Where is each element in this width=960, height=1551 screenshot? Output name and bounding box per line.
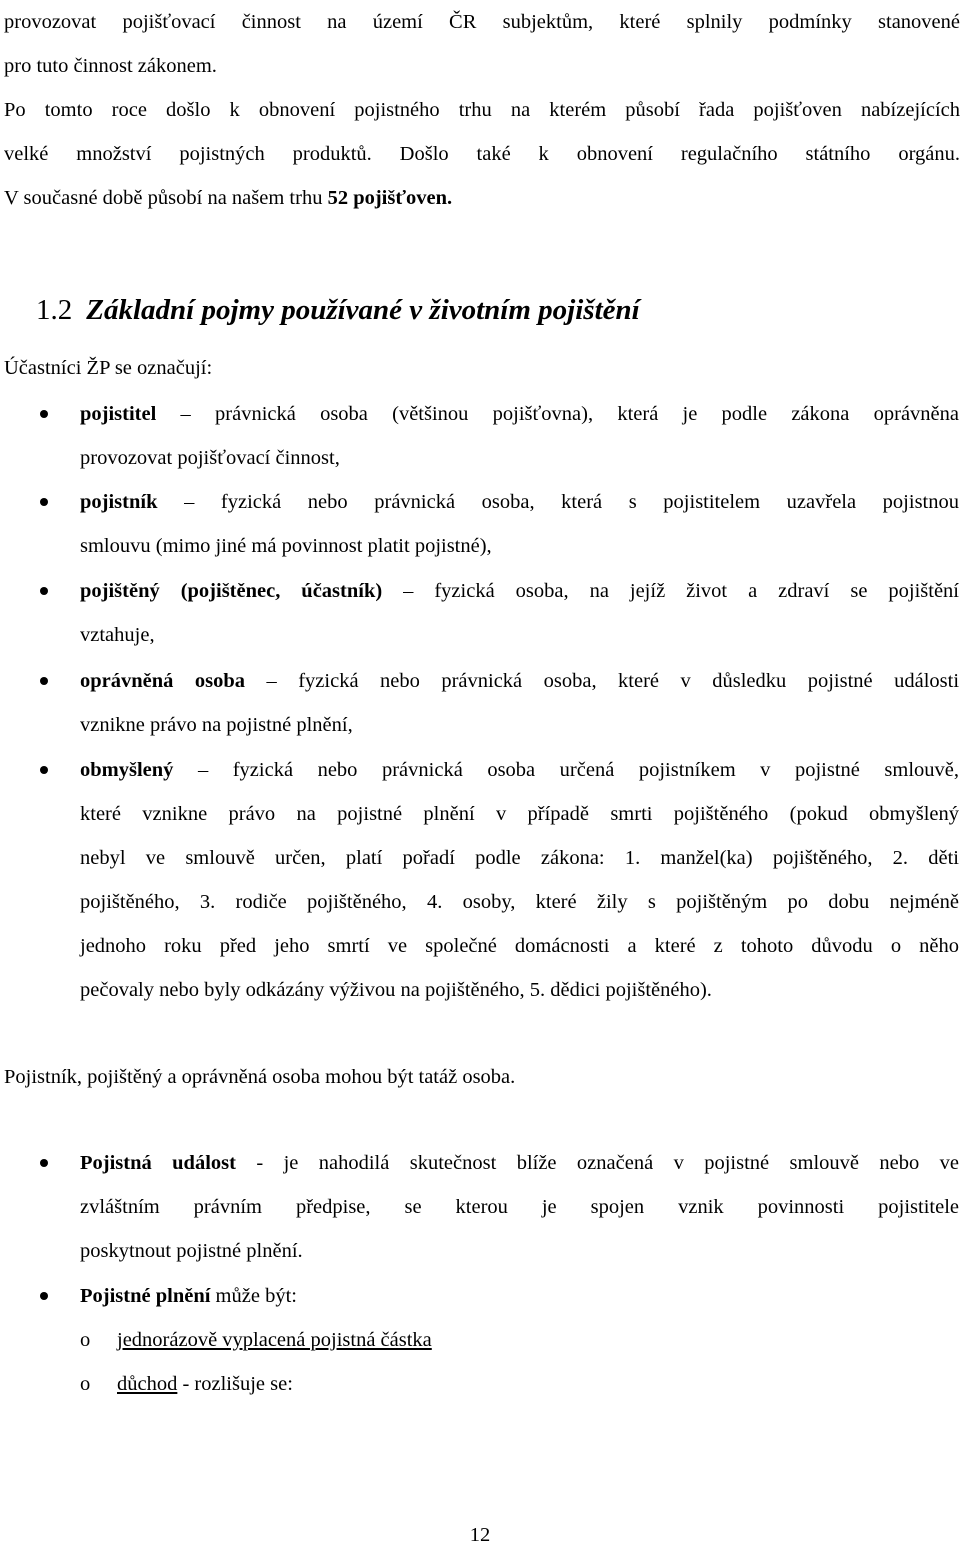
text-line: velké množství pojistných produktů. Došlo také k obnovení regulačního státního orgánu. — [4, 143, 960, 165]
section-title: Základní pojmy používané v životním pojištění — [86, 294, 640, 326]
text-line: provozovat pojišťovací činnost na území ČR subjektům, které splnily podmínky stanovené — [4, 11, 960, 33]
same-person-note: Pojistník, pojištěný a oprávněná osoba mohou být tatáž osoba. — [4, 1066, 516, 1088]
text-line: V současné době působí na našem trhu 52 pojišťoven. — [4, 187, 453, 209]
bullet-icon — [40, 587, 48, 595]
term: pojistník — [80, 491, 158, 513]
list-item-text: pojištěný (pojištěnec, účastník) – fyzická osoba, na jejíž život a zdraví se pojištění vztahuje, — [80, 580, 959, 646]
intro-paragraph — [4, 0, 960, 220]
bullet-icon — [40, 410, 48, 418]
bullet-icon — [40, 498, 48, 506]
page-number: 12 — [469, 1524, 491, 1546]
bullet-icon — [40, 1292, 48, 1300]
term: oprávněná osoba — [80, 670, 246, 692]
bullet-icon — [40, 1159, 48, 1167]
section-heading — [36, 286, 640, 334]
term: pojištěný (pojištěnec, účastník) — [80, 580, 383, 602]
sub-list-item-text: jednorázově vyplacená pojistná částka — [117, 1329, 432, 1351]
section-number: 1.2 — [36, 294, 73, 326]
list-item-text: pojistník – fyzická nebo právnická osoba, která s pojistitelem uzavřela pojistnou smlouvu (mimo jiné má povinnost platit pojistné), — [80, 491, 959, 557]
bullet-icon — [40, 766, 48, 774]
bullet-icon — [40, 677, 48, 685]
text-line: pro tuto činnost zákonem. — [4, 55, 217, 77]
list-item-text: oprávněná osoba – fyzická nebo právnická osoba, které v důsledku pojistné události vznikne právo na pojistné plnění, — [80, 670, 960, 736]
term: pojistitel — [80, 403, 157, 425]
term: Pojistná událost — [80, 1152, 236, 1174]
term: Pojistné plnění — [80, 1285, 211, 1307]
participants-label: Účastníci ŽP se označují: — [4, 357, 213, 379]
list-item-text: obmyšlený – fyzická nebo právnická osoba určená pojistníkem v pojistné smlouvě, které vznikne právo na pojistné plnění v případě smrti pojištěného (pokud obmyšlený nebyl ve smlouvě určen, platí pořadí podle zákona: 1. manžel(ka) pojištěného, 2. děti pojištěného, 3. rodiče pojištěného, 4. osoby, které žily s pojištěným po dobu nejméně jednoho roku před jeho smrtí ve společné domácnosti a které z tohoto důvodu o něho pečovaly nebo byly odkázány výživou na pojištěného, 5. dědici pojištěného). — [80, 759, 960, 1001]
term: obmyšlený — [80, 759, 174, 781]
list-item-text: pojistitel – právnická osoba (většinou pojišťovna), která je podle zákona oprávněna provozovat pojišťovací činnost, — [80, 403, 959, 469]
sub-list-item-text: důchod - rozlišuje se: — [117, 1373, 293, 1395]
text-line: Po tomto roce došlo k obnovení pojistného trhu na kterém působí řada pojišťoven nabízejících — [4, 99, 960, 121]
circle-marker-icon: o — [80, 1329, 91, 1351]
insurer-count: 52 pojišťoven — [327, 187, 448, 209]
circle-marker-icon: o — [80, 1373, 91, 1395]
list-item-text: Pojistná událost - je nahodilá skutečnost blíže označená v pojistné smlouvě nebo ve zvláštním právním předpise, se kterou je spojen vznik povinnosti pojistitele poskytnout pojistné plnění. — [80, 1152, 959, 1262]
list-item-text: Pojistné plnění může být: — [80, 1285, 297, 1307]
